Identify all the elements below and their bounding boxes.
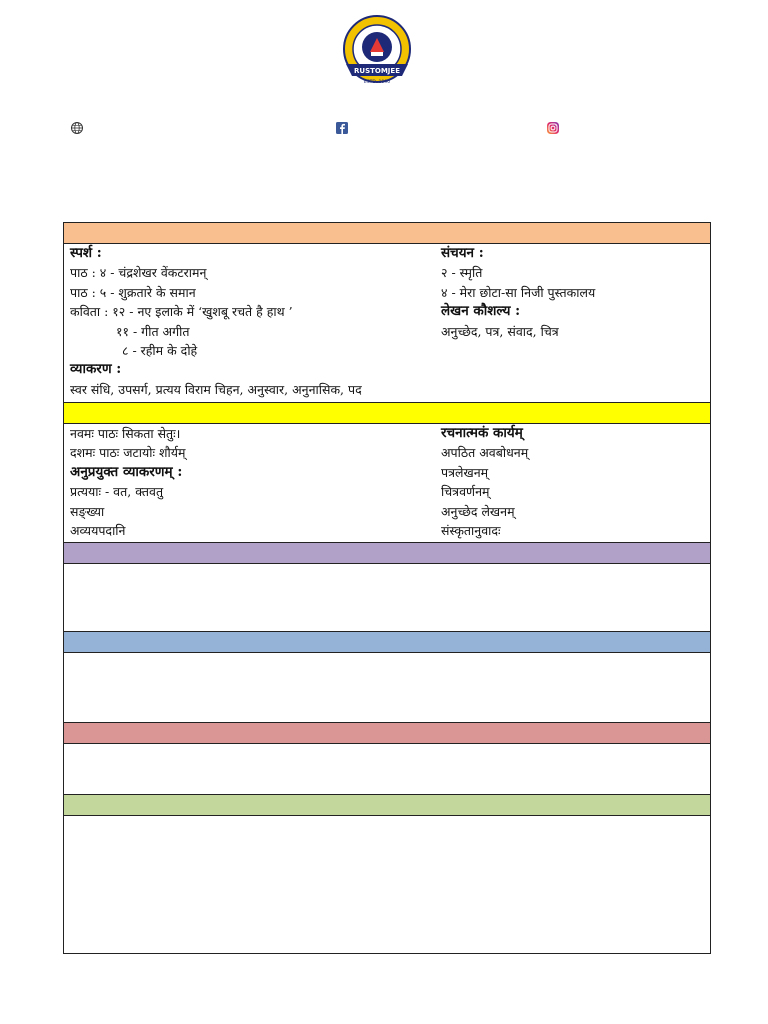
section-heading: संचयन : [441,245,484,261]
section-heading: स्पर्श : [70,245,102,261]
green-header-band [64,795,710,816]
school-logo [340,14,414,88]
syllabus-line: ८ - रहीम के दोहे [122,343,198,359]
hindi-section [64,244,710,403]
syllabus-line: दशमः पाठः जटायोः शौर्यम् [70,445,186,461]
syllabus-line: सङ्ख्या [70,503,105,519]
red-header-band [64,723,710,744]
section-heading: व्याकरण : [70,361,122,378]
syllabus-line: पाठ : ५ - शुक्रतारे के समान [70,284,196,300]
hindi-header-band [64,223,710,244]
web-icon[interactable] [70,121,84,135]
purple-section-body [64,564,710,632]
syllabus-line: संस्कृतानुवादः [441,523,501,539]
red-section-body [64,744,710,795]
syllabus-table [63,222,711,954]
blue-header-band [64,632,710,653]
purple-header-band [64,543,710,564]
instagram-icon[interactable] [546,121,560,135]
svg-text:ESTD. 1990: ESTD. 1990 [363,80,391,85]
syllabus-line: पत्रलेखनम् [441,464,489,480]
syllabus-line: अनुच्छेद लेखनम् [441,503,515,519]
syllabus-line: अपठित अवबोधनम् [441,445,529,461]
hindi-right-column [435,244,710,402]
sanskrit-right-column [435,424,710,542]
sanskrit-left-column [64,424,435,542]
syllabus-line: पाठ : ४ - चंद्रशेखर वेंकटरामन् [70,265,207,281]
syllabus-line: २ - स्मृति [441,265,483,281]
syllabus-line: प्रत्ययाः - वत, क्तवतु [70,484,164,500]
section-heading: लेखन कौशल्य : [441,303,521,320]
syllabus-line: नवमः पाठः सिकता सेतुः। [70,426,181,441]
syllabus-line: कविता : १२ - नए इलाके में ‘खुशबू रचते है हाथ ’ [70,304,293,320]
syllabus-line: अनुच्छेद, पत्र, संवाद, चित्र [441,323,559,339]
svg-text:RUSTOMJEE: RUSTOMJEE [354,67,400,75]
section-heading: रचनात्मकं कार्यम् [441,425,523,441]
facebook-icon[interactable] [335,121,349,135]
syllabus-line: ११ - गीत अगीत [116,323,190,339]
section-heading: अनुप्रयुक्त व्याकरणम् : [70,463,183,480]
sanskrit-header-band [64,403,710,424]
hindi-left-column [64,244,435,402]
syllabus-line: चित्रवर्णनम् [441,484,490,500]
blue-section-body [64,653,710,723]
syllabus-line: स्वर संधि, उपसर्ग, प्रत्यय विराम चिहन, अनुस्वार, अनुनासिक, पद [70,381,362,397]
green-section-body [64,816,710,954]
syllabus-line: अव्ययपदानि [70,523,126,539]
sanskrit-section [64,424,710,543]
syllabus-line: ४ - मेरा छोटा-सा निजी पुस्तकालय [441,284,596,300]
